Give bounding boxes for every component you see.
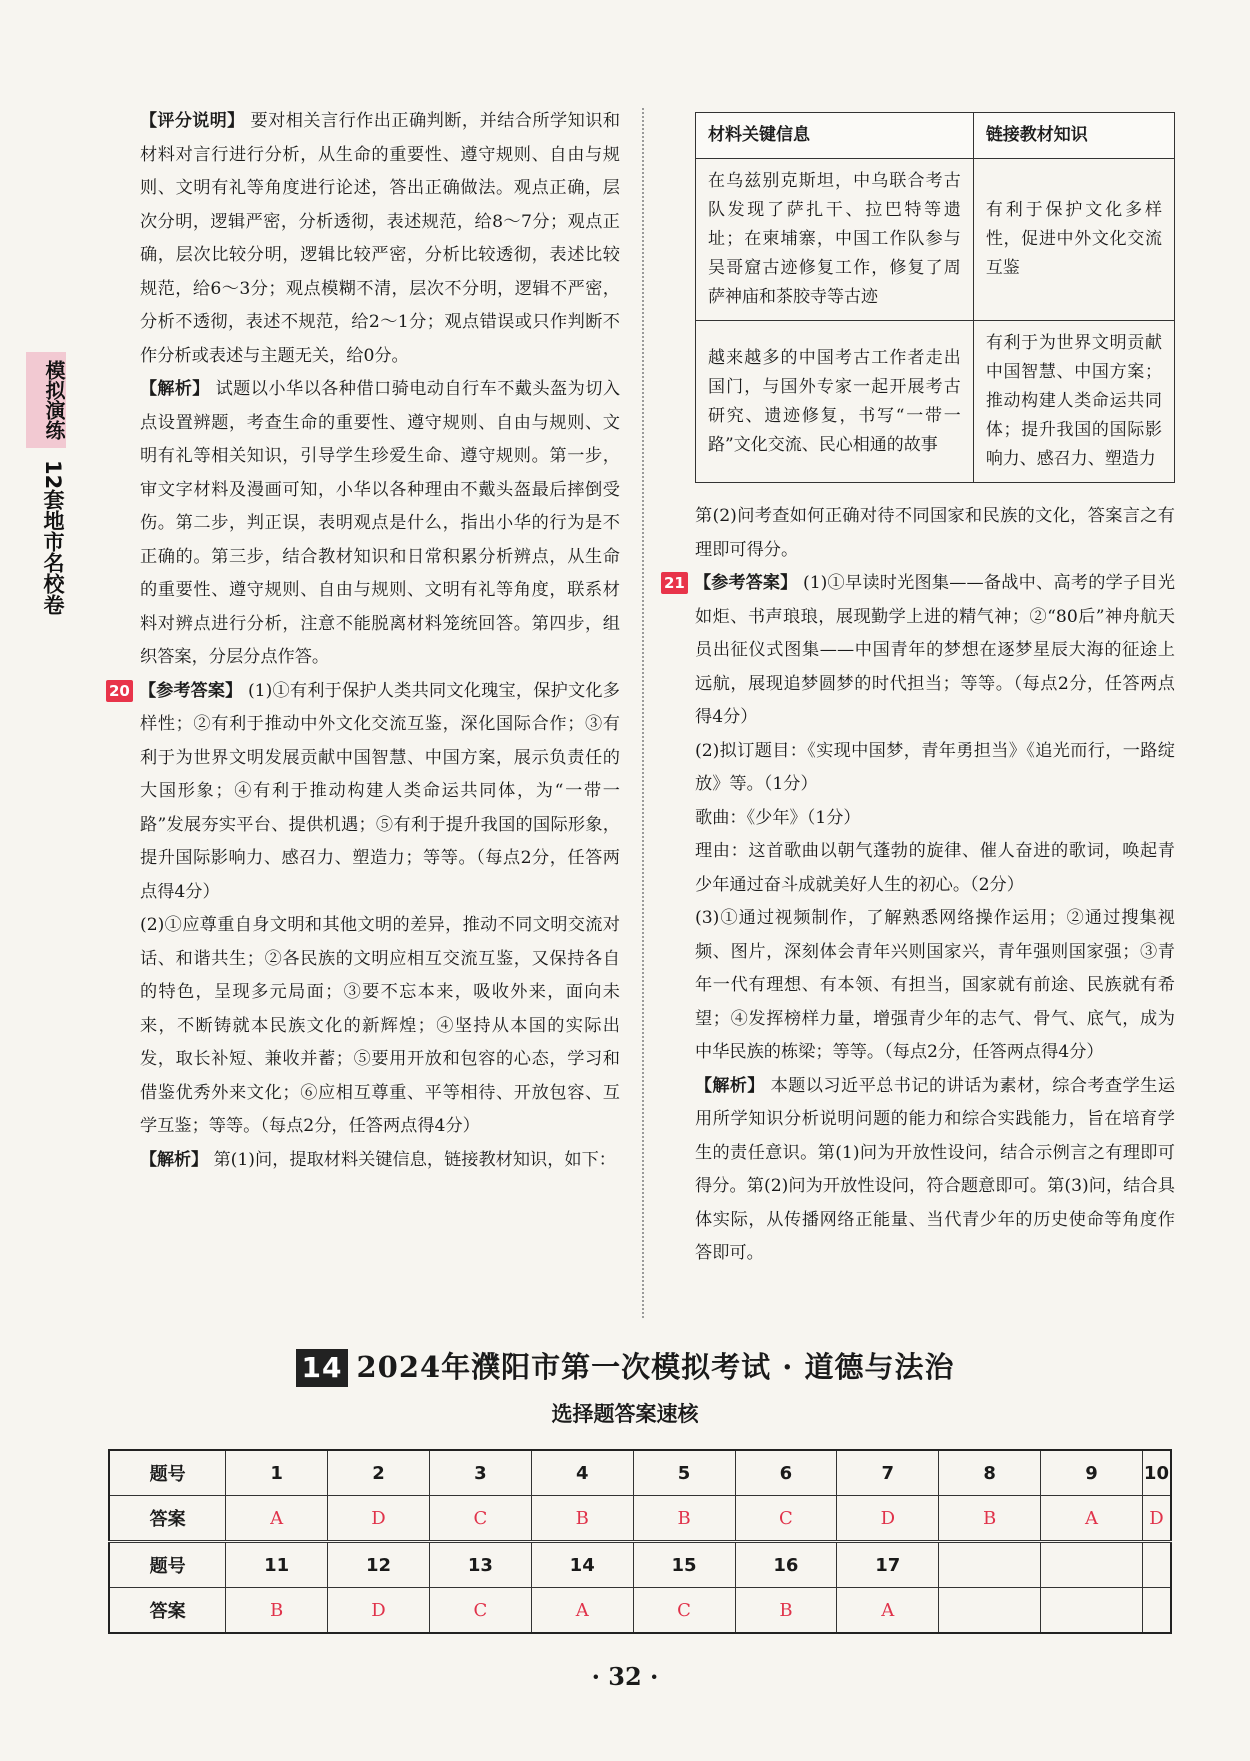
answer-cell: A bbox=[531, 1588, 633, 1634]
answer-cell: A bbox=[837, 1588, 939, 1634]
question-cell: 4 bbox=[531, 1450, 633, 1496]
answer-cell: D bbox=[328, 1588, 430, 1634]
sidebar-subtitle: 12套地市名校卷 bbox=[41, 460, 65, 616]
question-cell bbox=[939, 1542, 1041, 1588]
header-material-info: 材料关键信息 bbox=[696, 113, 974, 159]
answer-cell: D bbox=[837, 1496, 939, 1542]
question-cell: 3 bbox=[429, 1450, 531, 1496]
answer-cell: B bbox=[531, 1496, 633, 1542]
answer-cell: C bbox=[633, 1588, 735, 1634]
answer-20-part1: (1)①有利于保护人类共同文化瑰宝，保护文化多样性；②有利于推动中外文化交流互鉴，深化国际合作；③有利于为世界文明发展贡献中国智慧、中国方案，展示负责任的大国形象；④有利于推动构建人类命运共同体，为“一带一路”发展夯实平台、提供机遇；⑤有利于提升我国的国际形象，提升国际影响力、感召力、塑造力；等等。（每点2分，任答两点得4分） bbox=[140, 680, 620, 902]
analysis-21-text: 本题以习近平总书记的讲话为素材，综合考查学生运用所学知识分析说明问题的能力和综合实践能力，旨在培育学生的责任意识。第(1)问为开放性设问，结合示例言之有理即可得分。第(2)问为开放性设问，符合题意即可。第(3)问，结合具体实际，从传播网络正能量、当代青少年的历史使命等角度作答即可。 bbox=[695, 1075, 1176, 1263]
table-cell: 有利于为世界文明贡献中国智慧、中国方案；推动构建人类命运共同体；提升我国的国际影响力、感召力、塑造力 bbox=[973, 321, 1174, 483]
answer-21-song: 歌曲：《少年》（1分） bbox=[695, 807, 861, 828]
answer-label: 答案 bbox=[109, 1496, 226, 1542]
answer-21-part1: (1)①早读时光图集——备战中、高考的学子目光如炬、书声琅琅，展现勤学上进的精气神；②“80后”神舟航天员出征仪式图集——中国青年的梦想在逐梦星辰大海的征途上远航，展现追梦圆梦的时代担当；等等。（每点2分，任答两点得4分） bbox=[695, 573, 1176, 727]
analysis-20-text: 第(1)问，提取材料关键信息，链接教材知识，如下： bbox=[213, 1149, 616, 1170]
left-column bbox=[109, 105, 621, 1177]
sidebar-tag: 模拟演练 bbox=[26, 352, 66, 448]
answer-cell: B bbox=[735, 1588, 837, 1634]
question-cell bbox=[1041, 1542, 1143, 1588]
question-cell: 13 bbox=[429, 1542, 531, 1588]
answer-label: 答案 bbox=[109, 1588, 226, 1634]
question-cell: 17 bbox=[837, 1542, 939, 1588]
page-number: · 32 · bbox=[591, 1662, 659, 1691]
answer-cell: D bbox=[328, 1496, 430, 1542]
table-cell: 有利于保护文化多样性，促进中外文化交流互鉴 bbox=[973, 159, 1174, 321]
section-badge: 14 bbox=[296, 1349, 349, 1387]
answer-cell: B bbox=[633, 1496, 735, 1542]
material-table bbox=[695, 112, 1175, 483]
material-table-header bbox=[696, 113, 1175, 159]
answer-21-part3: (3)①通过视频制作，了解熟悉网络操作运用；②通过搜集视频、图片，深刻体会青年兴则国家兴，青年强则国家强；③青年一代有理想、有本领、有担当，国家就有前途、民族就有希望；④发挥榜样力量，增强青少年的志气、骨气、底气，成为中华民族的栋梁；等等。（每点2分，任答两点得4分） bbox=[695, 908, 1175, 1062]
question-cell: 6 bbox=[735, 1450, 837, 1496]
question-cell: 2 bbox=[328, 1450, 430, 1496]
question-cell: 12 bbox=[328, 1542, 430, 1588]
question-cell: 5 bbox=[633, 1450, 735, 1496]
column-divider bbox=[642, 108, 644, 1318]
analysis-20 bbox=[140, 1144, 620, 1178]
section-title-text: 2024年濮阳市第一次模拟考试 · 道德与法治 bbox=[356, 1350, 955, 1384]
analysis-19-tag: 【解析】 bbox=[140, 379, 210, 399]
question-number-21: 21 bbox=[661, 572, 688, 594]
analysis-20-part2: 第(2)问考查如何正确对待不同国家和民族的文化，答案言之有理即可得分。 bbox=[695, 506, 1175, 560]
question-cell: 1 bbox=[226, 1450, 328, 1496]
analysis-20-tag: 【解析】 bbox=[140, 1149, 208, 1170]
answer-cell bbox=[939, 1588, 1041, 1634]
table-row bbox=[696, 321, 1175, 483]
question-cell: 9 bbox=[1041, 1450, 1143, 1496]
answer-cell: C bbox=[429, 1588, 531, 1634]
answer-cell: B bbox=[226, 1588, 328, 1634]
answer-table bbox=[108, 1449, 1172, 1634]
analysis-21-tag: 【解析】 bbox=[695, 1075, 765, 1096]
section-subtitle: 选择题答案速核 bbox=[551, 1402, 699, 1426]
question-label: 题号 bbox=[109, 1450, 226, 1496]
table-row bbox=[696, 159, 1175, 321]
section-title bbox=[0, 1345, 1250, 1387]
answer-cell: C bbox=[429, 1496, 531, 1542]
header-textbook-link: 链接教材知识 bbox=[973, 113, 1174, 159]
answer-cell: A bbox=[226, 1496, 328, 1542]
answer-row-a2 bbox=[109, 1588, 1171, 1634]
answer-cell: D bbox=[1142, 1496, 1171, 1542]
right-column bbox=[664, 500, 1176, 1271]
answer-row-a1 bbox=[109, 1496, 1171, 1542]
question-cell: 7 bbox=[837, 1450, 939, 1496]
scoring-note bbox=[140, 105, 620, 373]
scoring-note-tag: 【评分说明】 bbox=[140, 111, 245, 131]
question-cell: 10 bbox=[1142, 1450, 1171, 1496]
answer-21-reason: 理由：这首歌曲以朝气蓬勃的旋律、催人奋进的歌词，唤起青少年通过奋斗成就美好人生的初心。（2分） bbox=[695, 841, 1175, 895]
question-cell bbox=[1142, 1542, 1171, 1588]
answer-cell: B bbox=[939, 1496, 1041, 1542]
analysis-19-text: 试题以小华以各种借口骑电动自行车不戴头盔为切入点设置辨题，考查生命的重要性、遵守规则、自由与规则、文明有礼等相关知识，引导学生珍爱生命、遵守规则。第一步，审文字材料及漫画可知，小华以各种理由不戴头盔最后摔倒受伤。第二步，判正误，表明观点是什么，指出小华的行为是不正确的。第三步，结合教材知识和日常积累分析辨点，从生命的重要性、遵守规则、自由与规则、文明有礼等角度，联系材料对辨点进行分析，注意不能脱离材料笼统回答。第四步，组织答案，分层分点作答。 bbox=[140, 379, 621, 667]
sidebar bbox=[18, 352, 74, 615]
answer-row-q1 bbox=[109, 1450, 1171, 1496]
table-cell: 在乌兹别克斯坦，中乌联合考古队发现了萨扎干、拉巴特等遗址；在柬埔寨，中国工作队参与吴哥窟古迹修复工作，修复了周萨神庙和茶胶寺等古迹 bbox=[696, 159, 974, 321]
answer-row-q2 bbox=[109, 1542, 1171, 1588]
answer-cell: A bbox=[1041, 1496, 1143, 1542]
answer-20-tag: 【参考答案】 bbox=[138, 680, 243, 701]
analysis-19 bbox=[140, 373, 620, 675]
question-cell: 14 bbox=[531, 1542, 633, 1588]
table-cell: 越来越多的中国考古工作者走出国门，与国外专家一起开展考古研究、遗迹修复，书写“一带一路”文化交流、民心相通的故事 bbox=[696, 321, 974, 483]
answer-20-part2: (2)①应尊重自身文明和其他文明的差异，推动不同文明交流对话、和谐共生；②各民族的文明应相互交流互鉴，又保持各自的特色，呈现多元局面；③要不忘本来，吸收外来，面向未来，不断铸就本民族文化的新辉煌；④坚持从本国的实际出发，取长补短、兼收并蓄；⑤要用开放和包容的心态，学习和借鉴优秀外来文化；⑥应相互尊重、平等相待、开放包容、互学互鉴；等等。（每点2分，任答两点得4分） bbox=[140, 915, 620, 1136]
answer-cell: C bbox=[735, 1496, 837, 1542]
answer-21-tag: 【参考答案】 bbox=[693, 573, 798, 593]
question-number-20: 20 bbox=[106, 680, 133, 702]
scoring-note-text: 要对相关言行作出正确判断，并结合所学知识和材料对言行进行分析，从生命的重要性、遵守规则、自由与规则、文明有礼等角度进行论述，答出正确做法。观点正确，层次分明，逻辑严密，分析透彻，表述规范，给8～7分；观点正确，层次比较分明，逻辑比较严密，分析比较透彻，表述比较规范，给6～3分；观点模糊不清，层次不分明，逻辑不严密，分析不透彻，表述不规范，给2～1分；观点错误或只作判断不作分析或表述与主题无关，给0分。 bbox=[140, 111, 621, 366]
answer-20 bbox=[109, 675, 620, 910]
answer-21 bbox=[664, 567, 1176, 735]
question-cell: 15 bbox=[633, 1542, 735, 1588]
question-cell: 16 bbox=[735, 1542, 837, 1588]
question-cell: 8 bbox=[939, 1450, 1041, 1496]
answer-cell bbox=[1041, 1588, 1143, 1634]
answer-21-part2: (2)拟订题目：《实现中国梦，青年勇担当》《追光而行，一路绽放》等。（1分） bbox=[695, 740, 1175, 794]
question-cell: 11 bbox=[226, 1542, 328, 1588]
answer-cell bbox=[1142, 1588, 1171, 1634]
analysis-21 bbox=[695, 1070, 1175, 1271]
question-label: 题号 bbox=[109, 1542, 226, 1588]
